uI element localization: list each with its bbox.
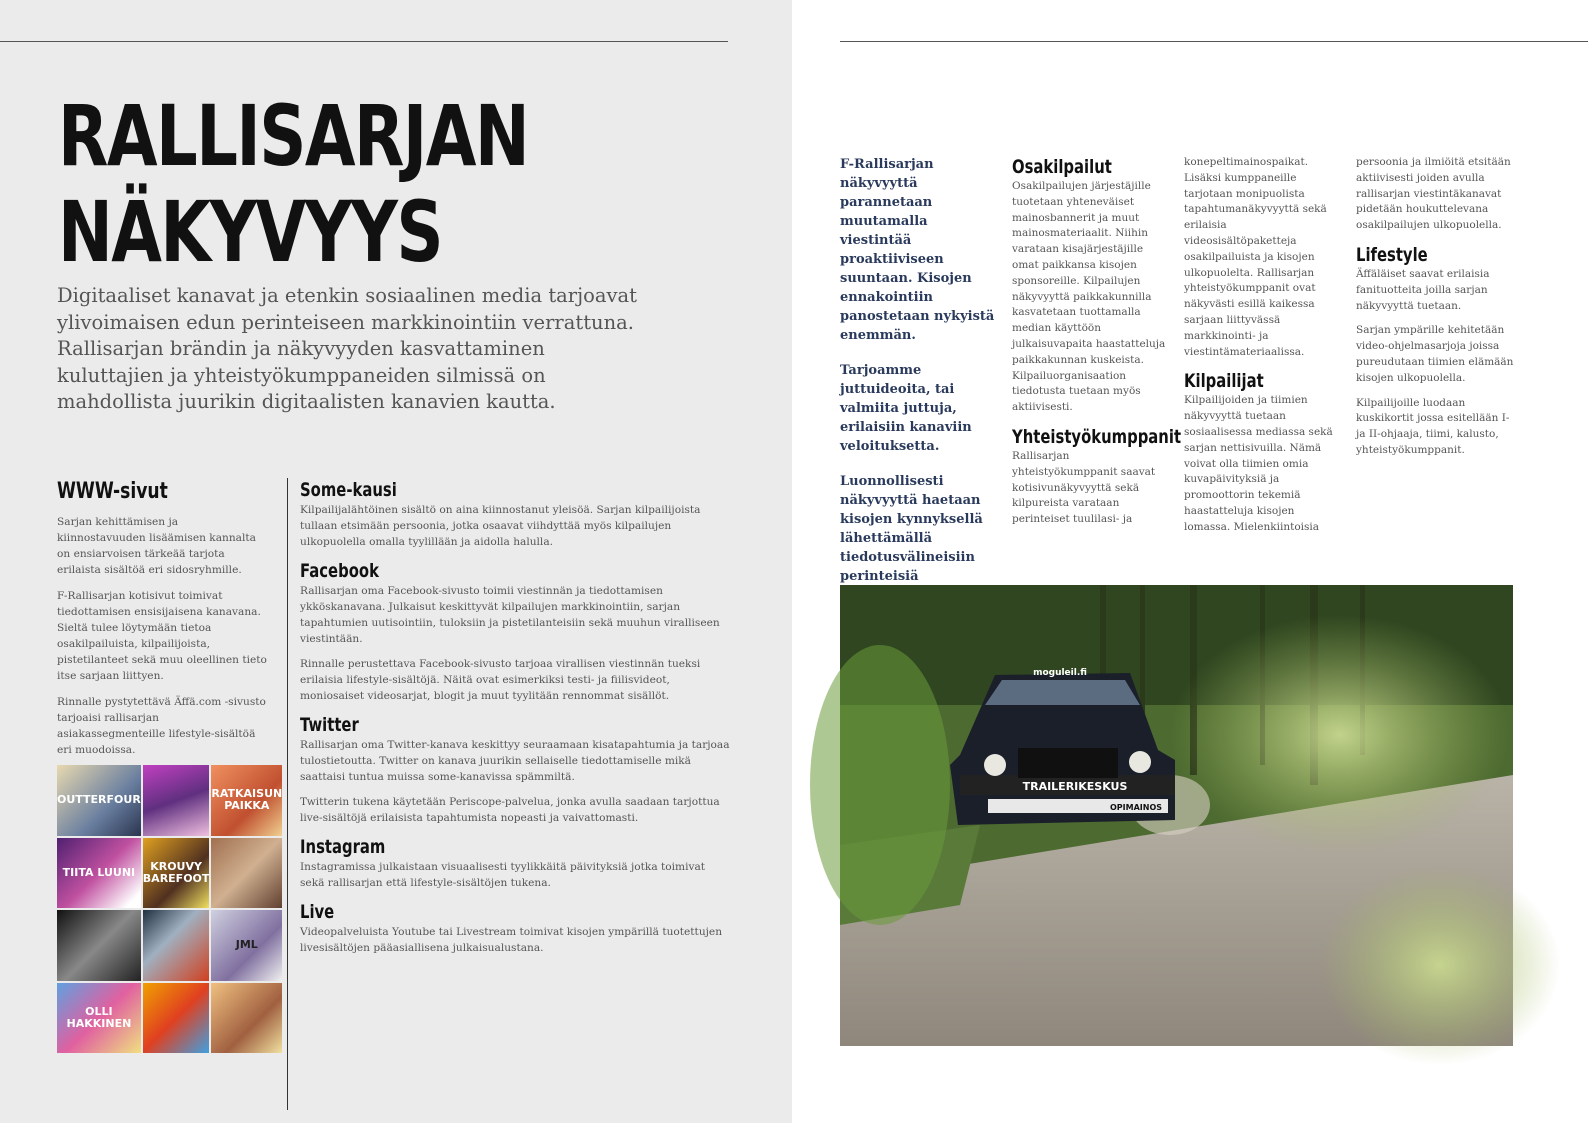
thumbnail-image	[211, 910, 282, 981]
thumbnail-label: KROUVY BAREFOOT	[142, 859, 210, 885]
lead-column	[840, 155, 996, 621]
kilpailijat-continued-paragraph: persoonia ja ilmiöitä etsitään aktiivisesti joiden avulla rallisarjan viestintäkanavat pidetään houkuttelevana osakilpailujen ulkopuolella.	[1356, 156, 1511, 232]
car-top-banner: moguleil.fi	[1033, 668, 1087, 678]
lifestyle-paragraph-3: Kilpailijoille luodaan kuskikortit jossa esitellään I- ja II-ohjaaja, tiimi, kalusto, yhteistyökumppanit.	[1356, 396, 1510, 456]
www-heading: WWW-sivut	[57, 479, 168, 504]
twitter-paragraph-2: Twitterin tukena käytetään Periscope-palvelua, jonka avulla saadaan tarjottua live-sisältöjä erilaisista tapahtumista nopeasti ja vaivattomasti.	[300, 796, 720, 824]
thumbnail-image	[211, 838, 282, 909]
live-section	[300, 900, 730, 956]
intro-paragraph: Digitaaliset kanavat ja etenkin sosiaalinen media tarjoavat ylivoimaisen edun perinteiseen markkinointiin verrattuna. Rallisarjan brändin ja näkyvyyden kasvattaminen kuluttajien ja yhteistyökumppaneiden silmissä on mahdollista juurikin digitaalisten kanavien kautta.	[57, 284, 638, 413]
page-title	[58, 88, 528, 280]
twitter-heading: Twitter	[300, 714, 359, 736]
www-column	[57, 478, 267, 768]
twitter-paragraph-1: Rallisarjan oma Twitter-kanava keskittyy seuraamaan kisatapahtumia ja tarjoaa tulostietoutta. Twitter on kanava juurikin sellaiselle tiedottamiselle mikä saattaisi tuntua muissa some-kanavissa spämmiltä.	[300, 739, 730, 783]
thumbnail-label: RATKAISUN PAIKKA	[211, 787, 283, 813]
thumbnail-image	[57, 838, 141, 909]
osakilpailut-paragraph: Osakilpailujen järjestäjille tuotetaan yhteneväiset mainosbannerit ja muut mainosmateriaalit. Niihin varataan kisajärjestäjille omat paikkansa kisojen sponsoreille. Kilpailujen näkyvyyttä paikkakunnilla kasvatetaan tuottamalla median käyttöön julkaisuvapaita haastatteluja paikkakunnan kuskeista. Kilpailuorganisaation tiedotusta tuetaan myös aktiivisesti.	[1012, 180, 1166, 414]
lifestyle-paragraph-2: Sarjan ympärille kehitetään video-ohjelmasarjoja joissa pureudutaan tiimien elämään kisojen ulkopuolella.	[1356, 324, 1514, 384]
yhteistyo-heading: Yhteistyökumppanit	[1012, 425, 1182, 448]
instagram-heading: Instagram	[300, 836, 386, 858]
facebook-paragraph-2: Rinnalle perustettava Facebook-sivusto tarjoaa virallisen viestinnän tueksi erilaisia lifestyle-sisältöjä. Näitä ovat esimerkiksi testi- ja fiilisvideot, moniosaiset videosarjat, blogit ja muut tyylitään rennommat sisällöt.	[300, 658, 701, 702]
top-rule-left	[0, 41, 728, 42]
thumbnail-image	[57, 765, 141, 836]
live-paragraph: Videopalveluista Youtube tai Livestream toimivat kisojen ympärillä tuotettujen livesisältöjen pääasiallisena julkaisualustana.	[300, 926, 723, 954]
rally-car-photo	[840, 585, 1513, 1046]
kilpailijat-heading: Kilpailijat	[1184, 370, 1264, 393]
car-bumper-text: OPIMAINOS	[1109, 803, 1163, 812]
facebook-heading: Facebook	[300, 560, 379, 582]
thumbnail-image	[57, 983, 141, 1054]
thumbnail-grid	[57, 765, 283, 1053]
lifestyle-heading: Lifestyle	[1356, 243, 1428, 266]
lead-paragraph-1: F-Rallisarjan näkyvyyttä parannetaan muutamalla viestintää proaktiiviseen suuntaan. Kisojen ennakointiin panostetaan nykyistä enemmän.	[840, 157, 995, 343]
www-paragraph-1: Sarjan kehittämisen ja kiinnostavuuden lisäämisen kannalta on ensiarvoisen tärkeää tarjota erilaista sisältöä eri sidosryhmille.	[57, 516, 256, 576]
car-plate-text: TRAILERIKESKUS	[1022, 780, 1128, 793]
instagram-paragraph: Instagramissa julkaistaan visuaalisesti tyylikkäitä päivityksiä jotka toimivat sekä rallisarjan että lifestyle-sisältöjen tukena.	[300, 861, 706, 889]
title-line-2: NÄKYVYYS	[58, 183, 443, 281]
thumbnail-image	[143, 838, 210, 909]
lifestyle-column	[1356, 155, 1514, 468]
top-rule-right	[840, 41, 1588, 42]
yhteistyo-continued-paragraph: konepeltimainospaikat. Lisäksi kumppaneille tarjotaan monipuolista tapahtumanäkyvyyttä sekä erilaisia videosisältöpaketteja osakilpailuista ja kisojen ulkopuolelta. Rallisarjan yhteistyökumppanit ovat näkyvästi esillä kaikessa sarjaan liittyvässä markkinointi- ja viestintämateriaalissa.	[1184, 156, 1327, 358]
kilpailijat-paragraph: Kilpailijoiden ja tiimien näkyvyyttä tuetaan sosiaalisessa mediassa sekä sarjan nettisivuilla. Nämä voivat olla tiimien omia kuvapäivityksiä ja promoottorin tekemiä haastatteluja kisojen lomassa. Mielenkiintoisia	[1184, 394, 1333, 533]
osakilpailut-column	[1012, 155, 1182, 537]
facebook-paragraph-1: Rallisarjan oma Facebook-sivusto toimii viestinnän ja tiedottamisen ykköskanavana. Julkaisut keskittyvät kilpailujen markkinointiin, sarjan tapahtumien uutisointiin, tuloksiin ja pistetilanteisiin sekä muuhun viralliseen viestintään.	[300, 585, 720, 645]
thumbnail-image	[211, 983, 282, 1054]
instagram-section	[300, 835, 730, 891]
thumbnail-image	[143, 910, 210, 981]
www-paragraph-3: Rinnalle pystytettävä Äffä.com -sivusto tarjoaisi rallisarjan asiakassegmenteille lifestyle-sisältöä eri muodoissa.	[57, 696, 266, 756]
kilpailijat-column	[1184, 155, 1342, 545]
thumbnail-image	[57, 910, 141, 981]
thumbnail-label: OLLI HAKKINEN	[66, 1004, 132, 1030]
title-line-1: RALLISARJAN	[58, 87, 529, 185]
thumbnail-image	[211, 765, 282, 836]
facebook-section	[300, 559, 730, 704]
some-column	[300, 478, 730, 965]
live-heading: Live	[300, 901, 335, 923]
thumbnail-label: OUTTERFOUR	[57, 793, 141, 807]
www-paragraph-2: F-Rallisarjan kotisivut toimivat tiedottamisen ensisijaisena kanavana. Sieltä tulee löytymään tietoa osakilpailuista, kilpailijoista, pistetilanteet sekä muu oleellinen tieto itse sarjaan liittyen.	[57, 590, 267, 682]
twitter-section	[300, 713, 730, 826]
lead-paragraph-2: Tarjoamme juttuideoita, tai valmiita juttuja, erilaisiin kanaviin veloituksetta.	[840, 363, 972, 454]
osakilpailut-heading: Osakilpailut	[1012, 156, 1112, 178]
thumbnail-image	[143, 983, 210, 1054]
thumbnail-label: TIITA LUUNI	[62, 865, 136, 879]
some-paragraph: Kilpailijalähtöinen sisältö on aina kiinnostanut yleisöä. Sarjan kilpailijoista tullaan etsimään persoonia, jotka osaavat viihdyttää myös kilpailujen ulkopuolella omalla tyylillään ja aidolla halulla.	[300, 504, 701, 548]
lifestyle-paragraph-1: Äffäläiset saavat erilaisia fanituotteita joilla sarjan näkyvyyttä tuetaan.	[1356, 267, 1490, 312]
rally-car-illustration	[840, 585, 1513, 1046]
thumbnail-image	[143, 765, 210, 836]
some-heading: Some-kausi	[300, 479, 397, 501]
some-section	[300, 478, 730, 550]
yhteistyo-paragraph: Rallisarjan yhteistyökumppanit saavat kotisivunäkyvyyttä sekä kilpureista varataan perinteiset tuulilasi- ja	[1012, 449, 1156, 526]
thumbnail-label: JML	[235, 938, 258, 952]
column-divider	[287, 478, 288, 1110]
lead-paragraph-3: Luonnollisesti näkyvyyttä haetaan kisojen kynnyksellä lähettämällä tiedotusvälineisiin perinteisiä	[840, 474, 983, 584]
